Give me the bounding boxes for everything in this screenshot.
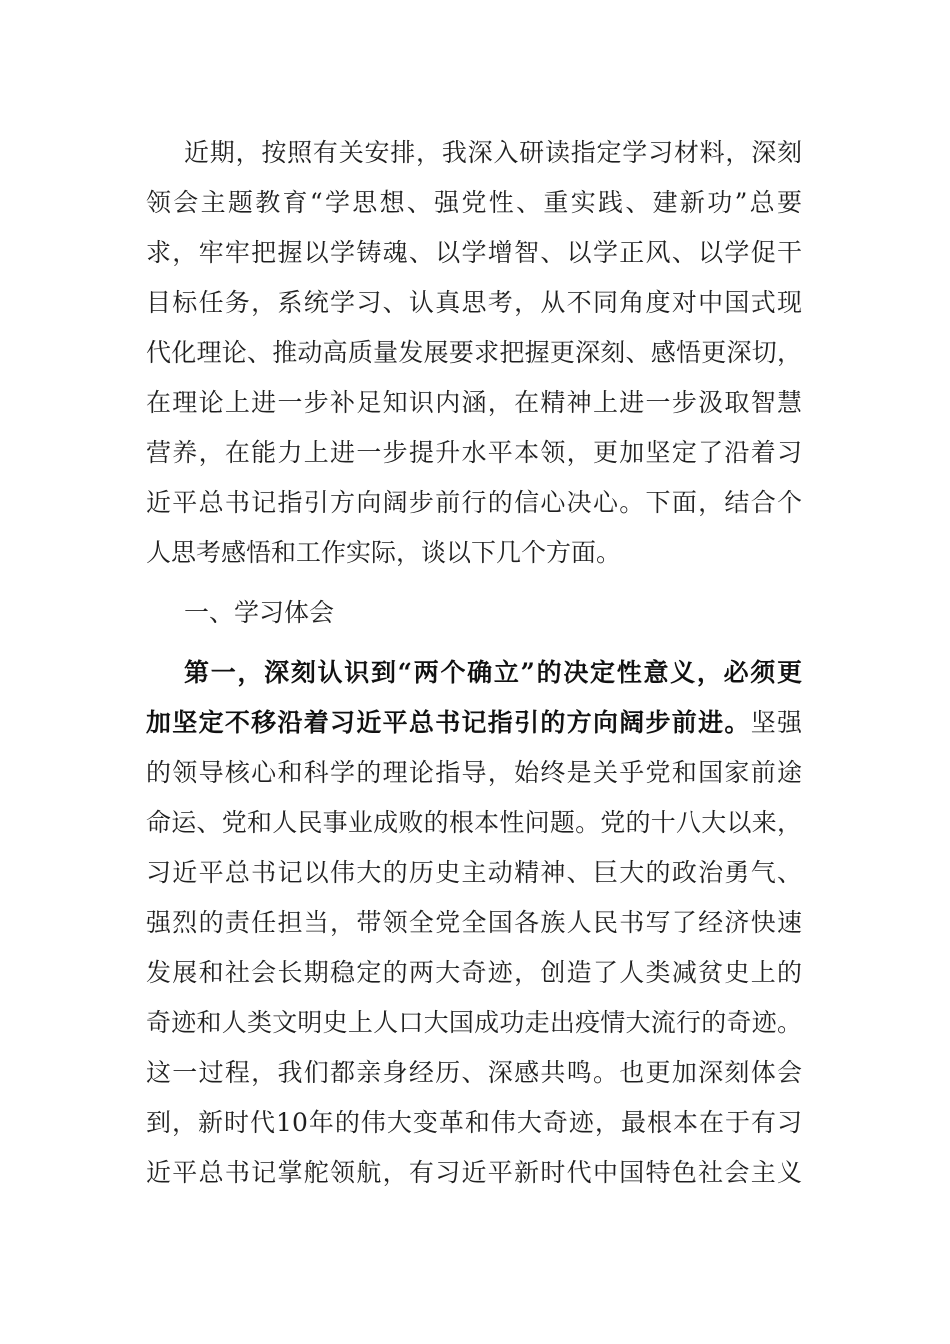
- paragraph-intro: [146, 128, 802, 578]
- text-line: 习近平总书记以伟大的历史主动精神、巨大的政治勇气、: [146, 858, 802, 887]
- text-line: 到，新时代10年的伟大变革和伟大奇迹，最根本在于有习: [146, 1108, 802, 1137]
- text-line: 近平总书记掌舵领航，有习近平新时代中国特色社会主义: [146, 1158, 802, 1187]
- normal-sentence: 坚强: [750, 708, 802, 737]
- text-line: 人思考感悟和工作实际，谈以下几个方面。: [146, 538, 622, 567]
- text-line: 奇迹和人类文明史上人口大国成功走出疫情大流行的奇迹。: [146, 1008, 802, 1037]
- document-body: [146, 128, 802, 1198]
- paragraph-first-point: [146, 648, 802, 1198]
- text-line: 的领导核心和科学的理论指导，始终是关乎党和国家前途: [146, 758, 802, 787]
- text-line: 求，牢牢把握以学铸魂、以学增智、以学正风、以学促干: [146, 238, 802, 267]
- text-line: 营养，在能力上进一步提升水平本领，更加坚定了沿着习: [146, 438, 802, 467]
- text-line: 这一过程，我们都亲身经历、深感共鸣。也更加深刻体会: [146, 1058, 802, 1087]
- text-line: 目标任务，系统学习、认真思考，从不同角度对中国式现: [146, 288, 802, 317]
- text-line: 在理论上进一步补足知识内涵，在精神上进一步汲取智慧: [146, 388, 802, 417]
- text-line: 命运、党和人民事业成败的根本性问题。党的十八大以来，: [146, 808, 802, 837]
- text-line: 强烈的责任担当，带领全党全国各族人民书写了经济快速: [146, 908, 802, 937]
- text-line: 发展和社会长期稳定的两大奇迹，创造了人类减贫史上的: [146, 958, 802, 987]
- text-line: [146, 698, 802, 748]
- bold-text-line: 第一，深刻认识到“两个确立”的决定性意义，必须更: [184, 658, 802, 687]
- section-heading: 一、学习体会: [184, 598, 335, 627]
- bold-sentence: 加坚定不移沿着习近平总书记指引的方向阔步前进。: [146, 708, 751, 737]
- text-line: 代化理论、推动高质量发展要求把握更深刻、感悟更深切，: [146, 338, 802, 367]
- text-line: 近期，按照有关安排，我深入研读指定学习材料，深刻: [184, 138, 802, 167]
- text-line: 领会主题教育“学思想、强党性、重实践、建新功”总要: [146, 188, 802, 217]
- text-line: 近平总书记指引方向阔步前行的信心决心。下面，结合个: [146, 488, 802, 517]
